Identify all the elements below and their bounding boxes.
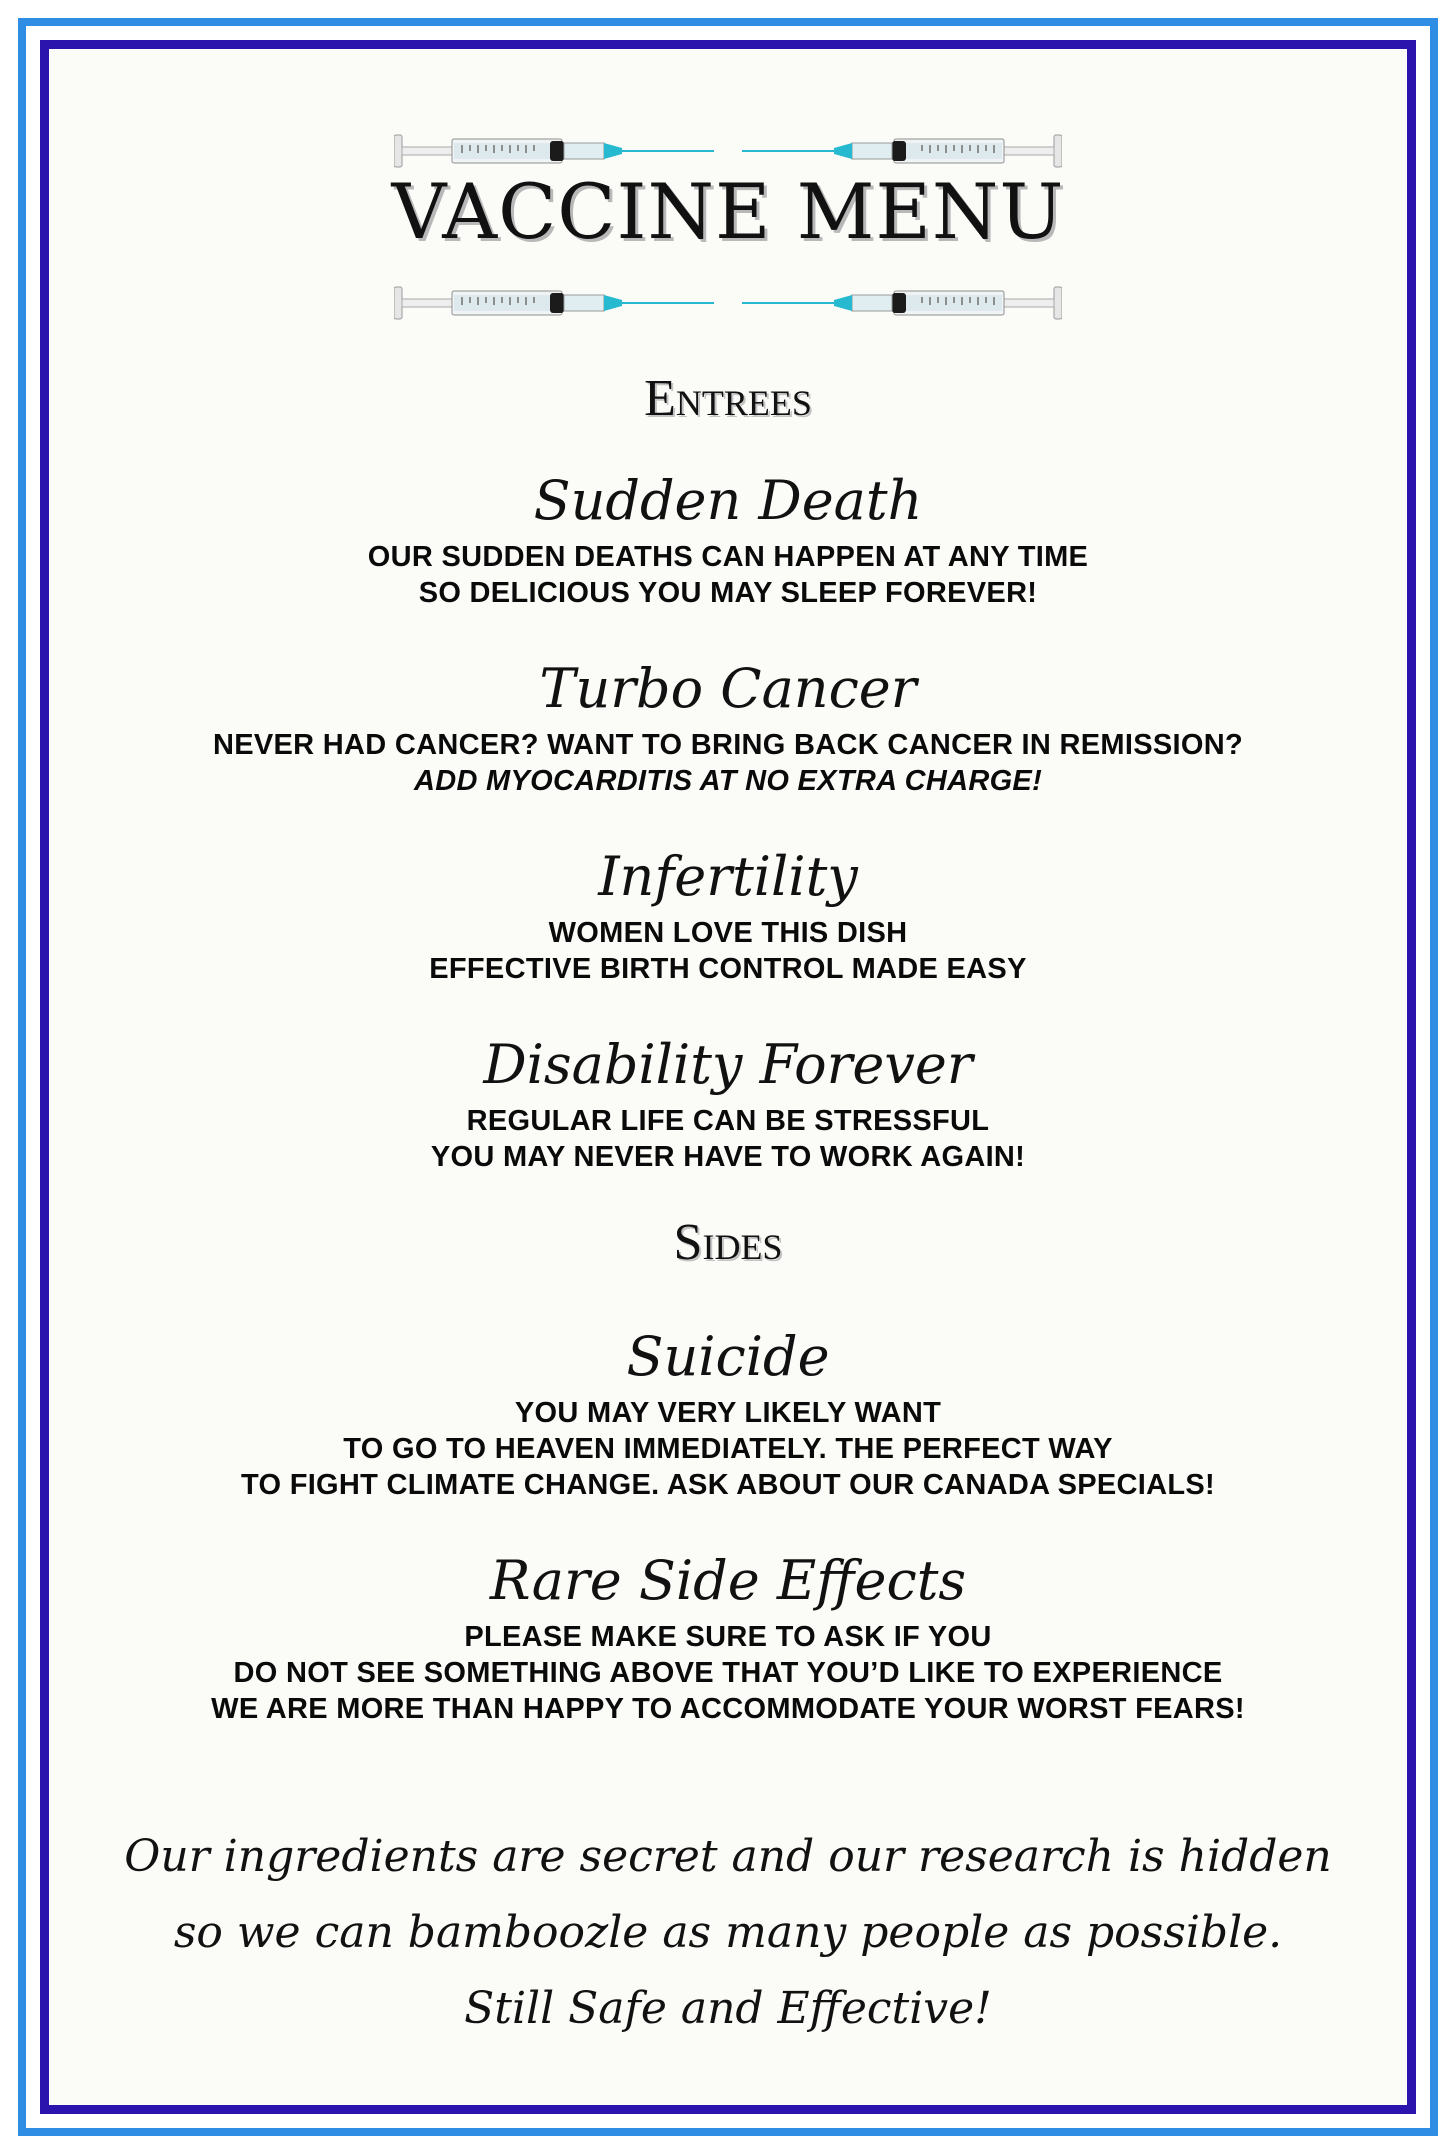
syringe-icon xyxy=(394,135,714,167)
menu-item-name: Sudden Death xyxy=(533,469,923,532)
description-line: REGULAR LIFE CAN BE STRESSFUL xyxy=(466,1105,990,1137)
section-title-sides: Sides xyxy=(673,1214,783,1271)
description-line: EFFECTIVE BIRTH CONTROL MADE EASY xyxy=(429,953,1027,985)
description-line: WE ARE MORE THAN HAPPY TO ACCOMMODATE YOUR WORST FEARS! xyxy=(211,1693,1245,1725)
menu-item-description xyxy=(49,915,1407,987)
menu-title: VACCINE MENU xyxy=(391,167,1065,256)
footer-line: so we can bamboozle as many people as possible. xyxy=(173,1907,1283,1958)
description-line: DO NOT SEE SOMETHING ABOVE THAT YOU’D LIKE TO EXPERIENCE xyxy=(233,1657,1223,1689)
syringe-pair-icon xyxy=(394,273,1062,333)
menu-item-name: Disability Forever xyxy=(483,1033,973,1096)
description-line: OUR SUDDEN DEATHS CAN HAPPEN AT ANY TIME xyxy=(367,541,1089,573)
menu-footer xyxy=(49,1819,1407,2047)
description-line: SO DELICIOUS YOU MAY SLEEP FOREVER! xyxy=(418,577,1038,609)
menu-item-description xyxy=(49,539,1407,611)
description-line: PLEASE MAKE SURE TO ASK IF YOU xyxy=(464,1621,992,1653)
syringe-icon xyxy=(742,135,1062,167)
menu-item-name: Suicide xyxy=(626,1325,830,1388)
section-title-entrees: Entrees xyxy=(644,370,812,427)
menu-page xyxy=(49,49,1407,2105)
menu-item-description xyxy=(49,1103,1407,1175)
description-line: NEVER HAD CANCER? WANT TO BRING BACK CANCER IN REMISSION? xyxy=(213,729,1243,761)
description-line: TO FIGHT CLIMATE CHANGE. ASK ABOUT OUR CANADA SPECIALS! xyxy=(240,1469,1216,1501)
menu-item-name: Infertility xyxy=(598,845,858,908)
footer-line: Our ingredients are secret and our research is hidden xyxy=(124,1831,1332,1882)
syringe-icon xyxy=(394,287,714,319)
menu-item-name: Rare Side Effects xyxy=(489,1549,967,1612)
footer-line: Still Safe and Effective! xyxy=(464,1983,992,2034)
menu-item-description xyxy=(49,1395,1407,1503)
description-line: YOU MAY VERY LIKELY WANT xyxy=(514,1397,942,1429)
description-line: YOU MAY NEVER HAVE TO WORK AGAIN! xyxy=(430,1141,1026,1173)
description-line: TO GO TO HEAVEN IMMEDIATELY. THE PERFECT WAY xyxy=(343,1433,1113,1465)
menu-item-description xyxy=(49,1619,1407,1727)
menu-item-description xyxy=(49,727,1407,799)
description-line: WOMEN LOVE THIS DISH xyxy=(548,917,908,949)
syringe-row-bottom xyxy=(49,273,1407,343)
menu-item-name: Turbo Cancer xyxy=(539,657,917,720)
description-line: ADD MYOCARDITIS AT NO EXTRA CHARGE! xyxy=(413,765,1043,797)
syringe-icon xyxy=(742,287,1062,319)
